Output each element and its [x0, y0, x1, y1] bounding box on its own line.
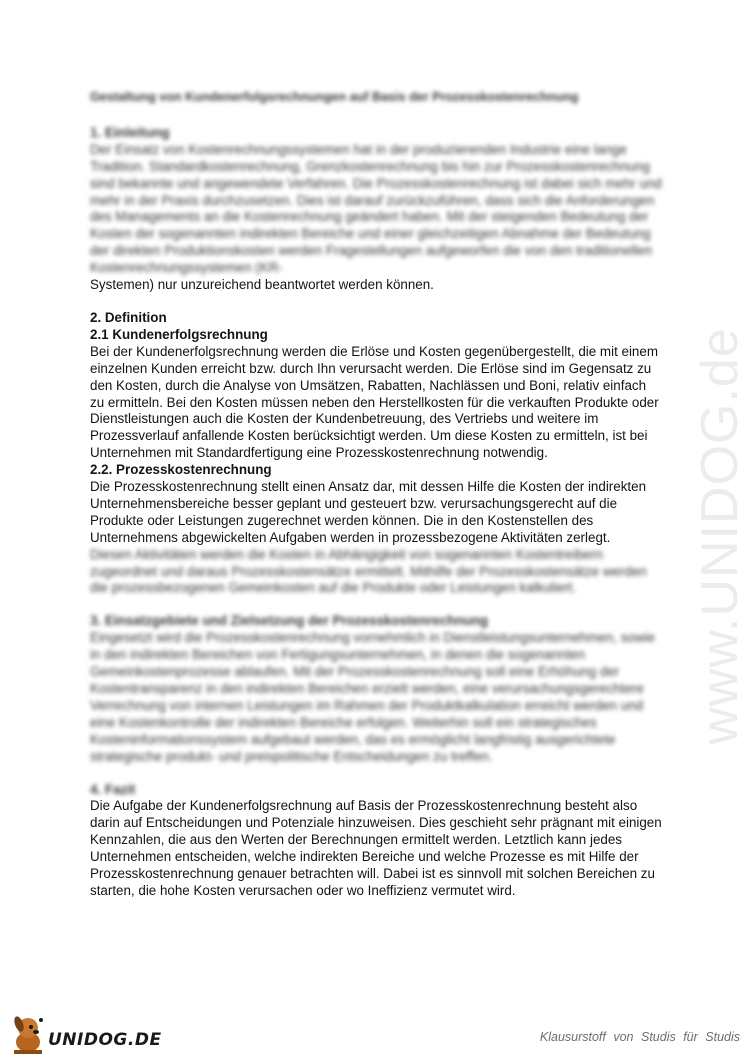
- section-4-heading: 4. Fazit: [90, 781, 136, 797]
- section-3-text-blurred: Eingesetzt wird die Prozesskostenrechnung vornehmlich in Dienstleistungsunternehmen, sowie in den indirekten Bereichen von Fertigungsunternehmen, in denen die sogenannten Gemeinkostenprozesse ablaufen. Mit der Prozesskostenrechnung soll eine Erhöhung der Kostentransparenz in den indirekten Bereichen erzielt werden, eine verursachungsgerechtere Verrechnung von internen Leistungen im Rahmen der Produktkalkulation erreicht werden und eine Kostenkontrolle der indirekten Bereiche erfolgen. Weiterhin soll ein strategisches Kosteninformationssystem aufgebaut werden, das es ermöglicht langfristig ausgerichtete strategische produkt- und preispolitische Entscheidungen zu treffen.: [90, 630, 655, 764]
- section-2-2-heading: 2.2. Prozesskostenrechnung: [90, 462, 272, 478]
- logo-text: UNIDOG.DE: [48, 1030, 162, 1050]
- section-3-heading: 3. Einsatzgebiete und Zielsetzung der Prozesskostenrechnung: [90, 613, 489, 629]
- document-body: [90, 89, 662, 900]
- footer-tagline: Klausurstoff von Studis für Studis: [539, 1030, 740, 1044]
- dog-mascot-icon: [10, 1012, 50, 1056]
- section-2-2-text: Die Prozesskostenrechnung stellt einen Ansatz dar, mit dessen Hilfe die Kosten der indirekten Unternehmensbereiche besser geplant und gesteuert bzw. verursachungsgerecht auf die Produkte oder Leistungen zugerechnet werden können. Die in den Kostenstellen des Unternehmens abgewickelten Aufgaben werden in prozessbezogene Aktivitäten zerlegt.: [90, 479, 647, 545]
- document-title: Gestaltung von Kundenerfolgsrechnungen auf Basis der Prozesskostenrechnung: [90, 90, 579, 104]
- section-1-heading: 1. Einleitung: [90, 124, 170, 140]
- section-2-heading: 2. Definition: [90, 309, 167, 325]
- section-2-1-text: Bei der Kundenerfolgsrechnung werden die Erlöse und Kosten gegenübergestellt, die mit einem einzelnen Kunden erreicht bzw. durch Ihn verursacht werden. Die Erlöse sind im Gegensatz zu den Kosten, durch die Analyse von Umsätzen, Rabatten, Nachlässen und Boni, relativ einfach zu ermitteln. Bei den Kosten müssen neben den Herstellkosten für die verkauften Produkte oder Dienstleistungen auch die Kosten der Kundenbetreuung, des Vertriebs und weitere im Prozessverlauf anfallende Kosten berücksichtigt werden. Um diese Kosten zu ermitteln, ist bei Unternehmen mit Standardfertigung eine Prozesskostenrechnung notwendig.: [90, 343, 659, 461]
- watermark-text: www.UNIDOG.de: [691, 327, 749, 745]
- section-4-text: Die Aufgabe der Kundenerfolgsrechnung auf Basis der Prozesskostenrechnung besteht also darin auf Entscheidungen und Potenziale hinzuweisen. Dies geschieht sehr prägnant mit einigen Kennzahlen, die aus den Werten der Berechnungen ermittelt werden. Letztlich kann jedes Unternehmen entscheiden, welche indirekten Bereiche und welche Prozesse es mit Hilfe der Prozesskostenrechnung genauer betrachten will. Dabei ist es sinnvoll mit solchen Bereichen zu starten, die hohe Kosten verursachen oder wo Ineffizienz vermutet wird.: [90, 798, 662, 898]
- section-1-text-visible: Systemen) nur unzureichend beantwortet werden können.: [90, 277, 434, 293]
- section-1-text-blurred: Der Einsatz von Kostenrechnungssystemen hat in der produzierenden Industrie eine lange Tradition. Standardkostenrechnung, Grenzkostenrechnung bis hin zur Prozesskostenrechnung sind bekannte und angewendete Verfahren. Die Prozesskostenrechnung ist dabei sich mehr und mehr in der Praxis durchzusetzen. Dies ist darauf zurückzuführen, dass sich die Anforderungen des Managements an die Kostenrechnung geändert haben. Mit der steigenden Bedeutung der Kosten der sogenannten indirekten Bereiche und einer gleichzeitigen Abnahme der Bedeutung der direkten Produktionskosten werden Fragestellungen aufgeworfen die von den traditionellen Kostenrechnungssystemen (KR-: [90, 141, 662, 276]
- section-2-2-text-blurred: Diesen Aktivitäten werden die Kosten in Abhängigkeit von sogenannten Kostentreibern zugeordnet und daraus Prozesskostensätze ermittelt. Mithilfe der Prozesskostensätze werden die prozessbezogenen Gemeinkosten auf die Produkte oder Leistungen kalkuliert.: [90, 546, 647, 596]
- unidog-logo[interactable]: [10, 1010, 180, 1056]
- section-2-1-heading: 2.1 Kundenerfolgsrechnung: [90, 326, 268, 342]
